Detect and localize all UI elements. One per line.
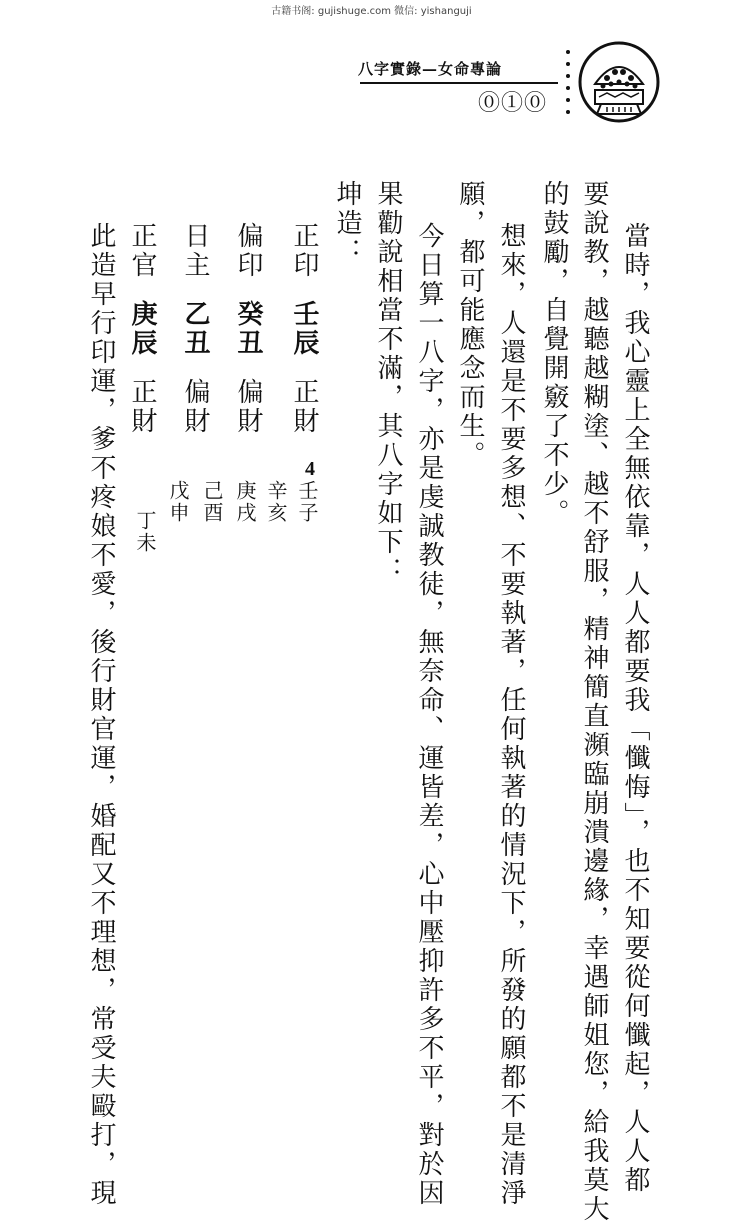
month-pillar: 癸丑	[233, 300, 263, 358]
month-ten-god: 偏印	[233, 222, 263, 280]
year-pillar: 壬辰	[289, 300, 319, 358]
hour-pillar: 庚辰	[127, 300, 157, 358]
day-hidden-god: 偏財	[180, 378, 210, 436]
day-pillar: 乙丑	[180, 300, 210, 358]
running-header-title: 八字實錄—女命專論	[358, 60, 503, 78]
year-hidden-god: 正財	[289, 378, 319, 436]
text-column-4: 想來，人還是不要多想、不要執著，任何執著的情況下，所發的願都不是清淨	[496, 222, 526, 1208]
text-column-8: 坤造：	[332, 180, 362, 267]
year-ten-god: 正印	[289, 222, 319, 280]
page-number: ⓪①⓪	[478, 91, 548, 116]
luck-pillar-2: 辛亥	[264, 480, 288, 524]
luck-pillar-6: 丁未	[133, 510, 157, 554]
publisher-emblem-icon	[577, 40, 661, 124]
luck-pillar-1: 壬子	[295, 480, 319, 524]
luck-start-age: 4	[299, 458, 321, 482]
day-master: 日主	[180, 222, 210, 280]
text-column-1: 當時，我心靈上全無依靠，人人都要我「懺悔」，也不知要從何懺起，人人都	[620, 222, 650, 1195]
text-column-6: 今日算一八字，亦是虔誠教徒，無奈命、運皆差，心中壓抑許多不平，對於因	[414, 222, 444, 1208]
luck-pillar-5: 戊申	[166, 480, 190, 524]
text-column-2: 要說教，越聽越糊塗、越不舒服，精神簡直瀕臨崩潰邊緣，幸遇師姐您，給我莫大	[579, 180, 609, 1224]
month-hidden-god: 偏財	[233, 378, 263, 436]
text-column-3: 的鼓勵，自覺開竅了不少。	[539, 180, 569, 528]
text-column-5: 願，都可能應念而生。	[455, 180, 485, 470]
watermark: 古籍书阁: gujishuge.com 微信: yishanguji	[271, 6, 472, 17]
hour-hidden-god: 正財	[127, 378, 157, 436]
hour-ten-god: 正官	[127, 222, 157, 280]
luck-pillar-3: 庚戌	[233, 480, 257, 524]
luck-pillar-4: 己酉	[200, 480, 224, 524]
text-column-final: 此造早行印運，爹不疼娘不愛，後行財官運，婚配又不理想，常受夫毆打，現	[86, 222, 116, 1208]
decorative-dots	[566, 50, 572, 122]
header-rule	[360, 82, 558, 84]
text-column-7: 果勸說相當不滿，其八字如下：	[373, 180, 403, 586]
